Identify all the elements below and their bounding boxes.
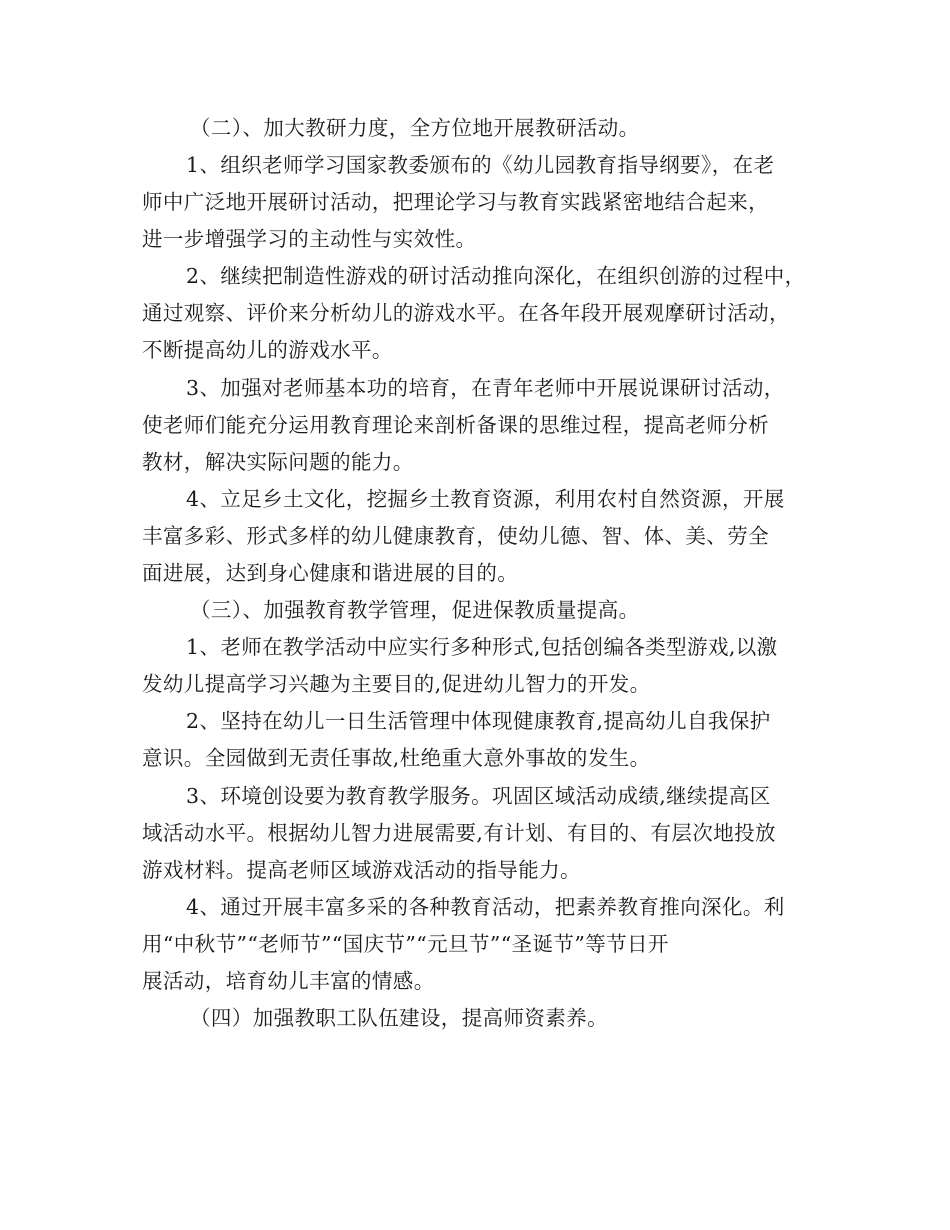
paragraph-line: 通过观察、评价来分析幼儿的游戏水平。在各年段开展观摩研讨活动， [142,301,790,325]
paragraph-line: 意识。全园做到无责任事故,杜绝重大意外事故的发生。 [142,746,651,770]
paragraph-line: 4、通过开展丰富多采的各种教育活动，把素养教育推向深化。利 [186,895,785,919]
paragraph-line: 3、环境创设要为教育教学服务。巩固区域活动成绩,继续提高区 [186,784,771,808]
paragraph-line: 3、加强对老师基本功的培育，在青年老师中开展说课研讨活动， [186,376,785,400]
paragraph-line: 1、组织老师学习国家教委颁布的《幼儿园教育指导纲要》，在老 [186,153,775,177]
paragraph-line: 2、继续把制造性游戏的研讨活动推向深化，在组织创游的过程中， [186,264,806,288]
paragraph-line: 不断提高幼儿的游戏水平。 [142,338,393,362]
paragraph-line: 发幼儿提高学习兴趣为主要目的,促进幼儿智力的开发。 [142,672,651,696]
section-heading-4: （四）加强教职工队伍建设，提高师资素养。 [190,1006,608,1030]
paragraph-line: 进一步增强学习的主动性与实效性。 [142,227,477,251]
paragraph-line: 用“中秋节”“老师节”“国庆节”“元旦节”“圣诞节”等节日开 [142,932,669,956]
paragraph-line: 域活动水平。根据幼儿智力进展需要,有计划、有目的、有层次地投放 [142,821,776,845]
paragraph-line: 丰富多彩、形式多样的幼儿健康教育，使幼儿德、智、体、美、劳全 [142,524,769,548]
paragraph-line: 2、坚持在幼儿一日生活管理中体现健康教育,提高幼儿自我保护 [186,709,771,733]
paragraph-line: 面进展，达到身心健康和谐进展的目的。 [142,561,519,585]
paragraph-line: 师中广泛地开展研讨活动，把理论学习与教育实践紧密地结合起来， [142,190,769,214]
paragraph-line: 1、老师在教学活动中应实行多种形式,包括创编各类型游戏,以激 [186,635,778,659]
paragraph-line: 4、立足乡土文化，挖掘乡土教育资源，利用农村自然资源，开展 [186,487,785,511]
section-heading-2: （二）、加大教研力度，全方位地开展教研活动。 [190,116,640,140]
section-heading-3: （三）、加强教育教学管理，促进保教质量提高。 [190,598,640,622]
paragraph-line: 使老师们能充分运用教育理论来剖析备课的思维过程，提高老师分析 [142,413,769,437]
paragraph-line: 展活动，培育幼儿丰富的情感。 [142,969,435,993]
paragraph-line: 教材，解决实际问题的能力。 [142,450,414,474]
paragraph-line: 游戏材料。提高老师区域游戏活动的指导能力。 [142,858,581,882]
